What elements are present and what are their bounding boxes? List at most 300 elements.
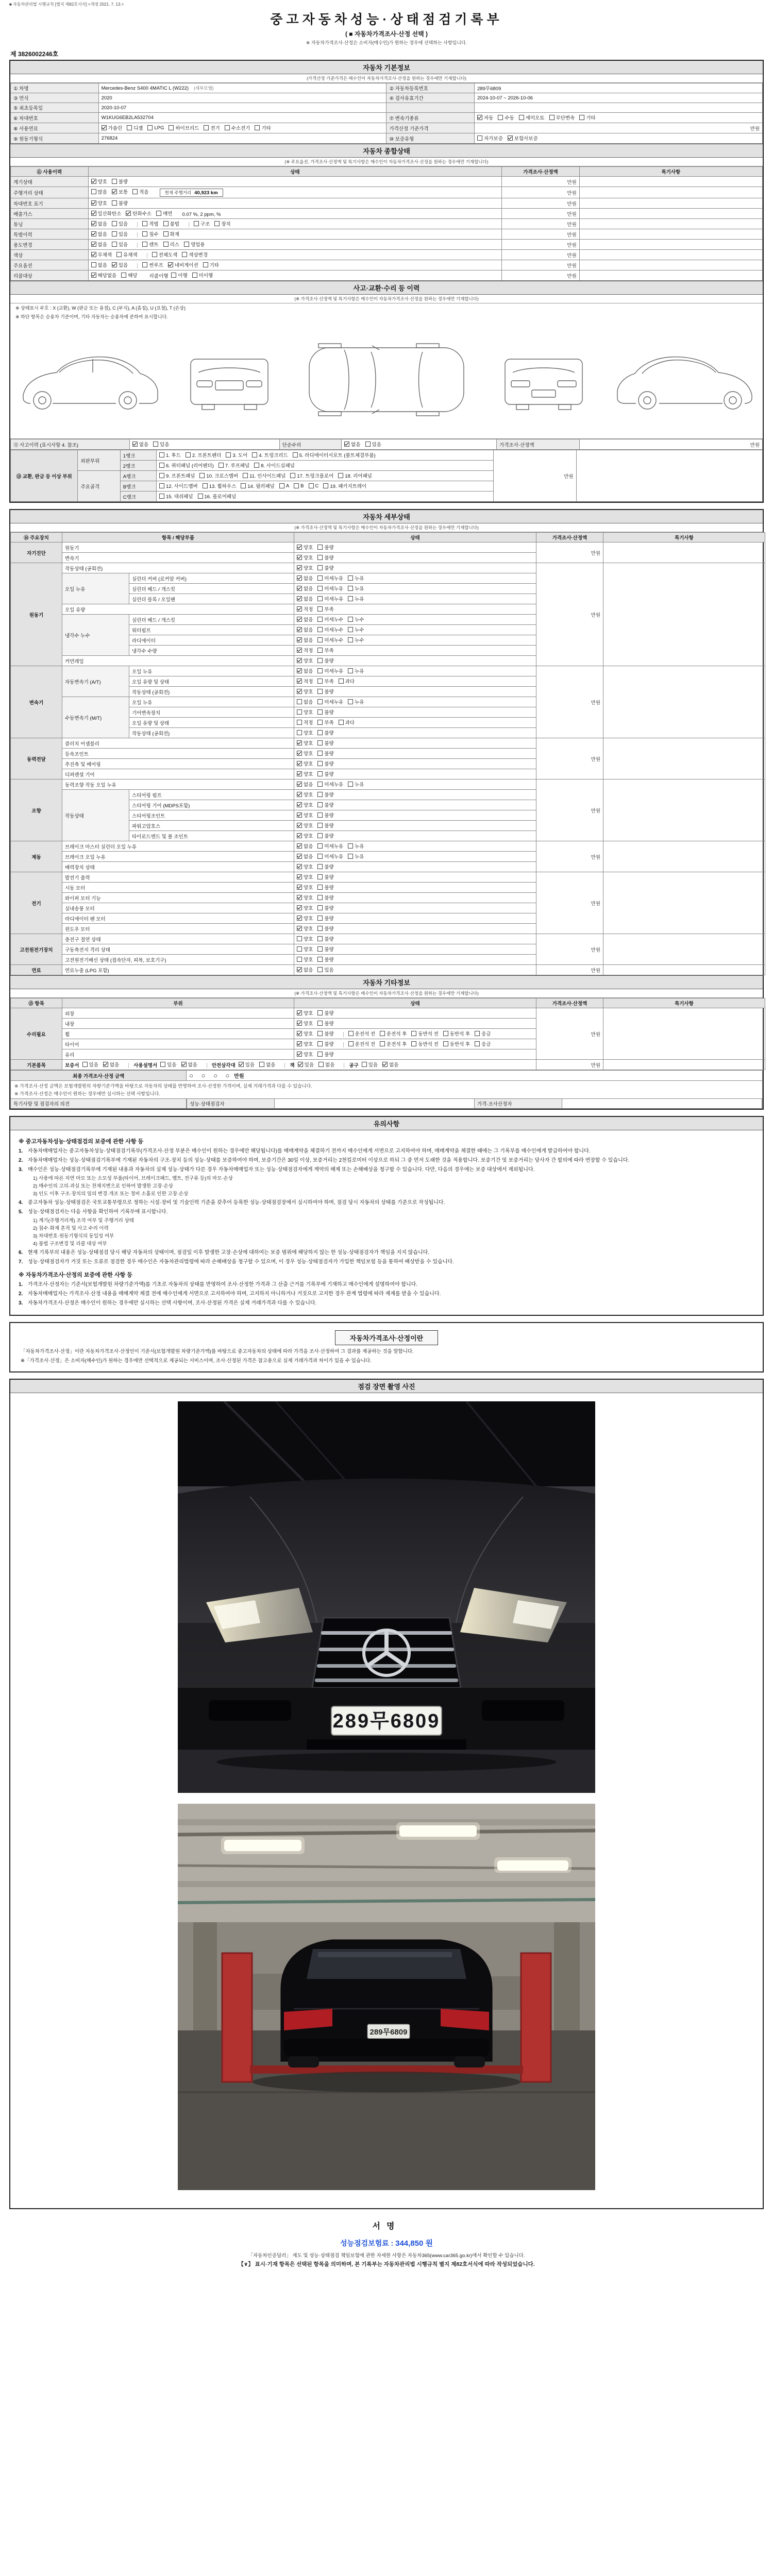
checkbox-unchecked	[309, 483, 314, 488]
value-text: 276824	[101, 135, 118, 141]
status-cell	[88, 198, 502, 209]
checkbox-item	[297, 822, 313, 829]
checkbox-label: 불량	[324, 803, 334, 808]
checkbox-label: 14. 필러패널	[247, 484, 275, 489]
checkbox-unchecked	[160, 1062, 165, 1067]
field-label: ① 차명	[11, 83, 99, 93]
status-cell	[88, 270, 502, 281]
part-name: 와이퍼 모터 기능	[62, 893, 294, 903]
group-label: 동력전달	[11, 738, 62, 779]
group-label: 연료	[11, 965, 62, 975]
checkbox-unchecked	[317, 895, 323, 900]
checkbox-checked	[297, 668, 302, 673]
part-name: 커먼레일	[62, 656, 294, 666]
checkbox-unchecked	[339, 679, 344, 684]
checkbox-item	[297, 904, 313, 911]
checkbox-unchecked	[317, 936, 323, 941]
row-label: 색상	[11, 250, 89, 260]
checkbox-unchecked	[153, 442, 158, 447]
notice-subitem: 3) 차대번호·원동기형식의 동일성 여부	[33, 1233, 114, 1239]
field-value	[475, 113, 763, 123]
status-cell	[294, 779, 536, 790]
checkbox-unchecked	[317, 596, 323, 601]
checkbox-label: 불량	[324, 906, 334, 911]
divider	[137, 263, 138, 268]
value-text: 2024-10-07 ~ 2026-10-06	[477, 95, 533, 101]
status-cell	[156, 492, 493, 502]
checkbox-item	[204, 124, 220, 131]
table-row	[11, 1008, 765, 1019]
part-name: 실린더 헤드 / 개스킷	[129, 584, 294, 594]
checkbox-label: 없음	[97, 263, 107, 268]
checkbox-item	[297, 605, 313, 613]
checkbox-unchecked	[475, 1031, 480, 1036]
checkbox-item	[163, 230, 179, 238]
checkbox-label: 침수	[149, 232, 159, 238]
checkbox-item	[317, 564, 333, 571]
checkbox-item	[317, 688, 333, 695]
checkbox-item	[290, 472, 333, 479]
checkbox-label: 없음	[304, 586, 313, 592]
checkbox-item	[168, 261, 198, 268]
checkbox-item	[112, 220, 128, 227]
row-label: 주요옵션	[11, 260, 89, 270]
part-name: 변속기	[62, 553, 294, 563]
checkbox-item	[159, 493, 193, 500]
checkbox-label: 8. 사이드실패널	[261, 463, 295, 469]
checkbox-unchecked	[348, 782, 353, 787]
divider	[137, 232, 138, 238]
checkbox-item	[192, 272, 213, 279]
sub-group-label: 작동상태	[62, 790, 129, 841]
checkbox-label: 양호	[304, 1031, 313, 1037]
final-note-line: ※ 가격조사·산정 금액은 보험개발원의 차량기준가액을 바탕으로 자동차의 상태를 반영하여 조사·산정한 가격이며, 실제 거래가격과 다를 수 있습니다.	[14, 1083, 312, 1089]
checkbox-unchecked	[380, 1041, 385, 1046]
checkbox-checked	[297, 751, 302, 756]
checkbox-label: 없음	[266, 1062, 276, 1068]
checkbox-unchecked	[204, 125, 209, 130]
checkbox-item	[297, 688, 313, 695]
checkbox-unchecked	[317, 854, 323, 859]
status-cell	[294, 1029, 536, 1039]
checkbox-label: 무채색	[97, 252, 112, 258]
checkbox-unchecked	[297, 730, 302, 735]
odometer-label: 현재 주행거리	[164, 190, 192, 195]
insurance-fee-label: 성능점검보험료 :	[340, 2239, 394, 2247]
tail-label: 리콜이행	[149, 274, 169, 279]
column-header: 항목 / 해당부품	[62, 533, 294, 543]
checkbox-label: 동반석 전	[418, 1042, 439, 1047]
checkbox-unchecked	[121, 273, 126, 278]
part-name: 작동상태 (공회전)	[129, 728, 294, 738]
status-cell	[129, 439, 279, 450]
checkbox-label: 있음	[304, 1062, 314, 1068]
checkbox-label: 불량	[324, 658, 334, 664]
checkbox-unchecked	[317, 1021, 323, 1026]
row-label: 주행거리 상태	[11, 187, 89, 198]
checkbox-unchecked	[339, 720, 344, 725]
checkbox-unchecked	[91, 189, 96, 194]
checkbox-unchecked	[317, 545, 323, 550]
checkbox-label: 전체도색	[158, 252, 178, 258]
checkbox-label: 영업용	[190, 242, 205, 248]
checkbox-unchecked	[317, 967, 323, 972]
table-row	[11, 533, 765, 543]
checkbox-item	[226, 451, 247, 459]
checkbox-checked	[297, 843, 302, 849]
checkbox-unchecked	[259, 1062, 264, 1067]
checkbox-item	[317, 853, 343, 860]
section-note-overall: (※ 주요옵션, 가격조사·산정액 및 특기사항은 매수인이 자동차가격조사·산정을 원하는 경우에만 기재합니다)	[10, 158, 763, 166]
checkbox-checked	[297, 575, 302, 581]
status-cell	[88, 260, 502, 270]
checkbox-checked	[181, 1062, 187, 1067]
checkbox-item	[91, 210, 122, 217]
checkbox-item	[317, 667, 343, 674]
status-cell	[156, 461, 493, 471]
checkbox-item	[339, 719, 355, 726]
checkbox-checked	[297, 586, 302, 591]
part-name: 스티어링 펌프	[129, 790, 294, 800]
checkbox-unchecked	[142, 242, 147, 247]
checkbox-label: 양호	[304, 1042, 313, 1047]
part-name: 라디에이터 팬 모터	[62, 913, 294, 924]
checkbox-unchecked	[112, 179, 117, 184]
table-row	[11, 439, 763, 450]
checkbox-unchecked	[317, 823, 323, 828]
checkbox-checked	[297, 1041, 302, 1046]
checkbox-unchecked	[294, 483, 299, 488]
checkbox-unchecked	[297, 936, 302, 941]
remark-cell	[579, 229, 762, 240]
column-header: 가격조사·산정액	[502, 167, 580, 177]
rank-label: C랭크	[120, 492, 156, 502]
notice-item	[19, 1281, 754, 1289]
part-name: 디퍼렌셜 기어	[62, 769, 294, 779]
checkbox-label: 부족	[324, 648, 334, 654]
data-table	[10, 1070, 763, 1109]
checkbox-label: 부족	[324, 720, 334, 726]
remark-cell	[579, 270, 762, 281]
checkbox-item	[339, 677, 355, 685]
notice-text: 중고자동차 성능·상태점검은 국토교통부령으로 정하는 시설·장비 및 기술인력 기준을 갖추어 등록한 성능·상태점검장에서 실시하여야 하며, 점검 당시 자동차의 상태를 기준으로 작성됩니다.	[28, 1200, 445, 1206]
value-text: 2020-10-07	[101, 105, 127, 111]
status-cell	[294, 893, 536, 903]
checkbox-label: 응급	[481, 1031, 491, 1037]
checkbox-item	[203, 482, 237, 489]
accident-diagram	[10, 323, 765, 434]
column-header: 특기사항	[603, 533, 765, 543]
checkbox-unchecked	[318, 1062, 324, 1067]
section-note-basic: (가격산정 기준가격은 매수인이 자동차가격조사·산정을 원하는 경우에만 기재합니다)	[10, 74, 763, 83]
checkbox-label: 불량	[324, 823, 334, 829]
checkbox-unchecked	[317, 885, 323, 890]
checkbox-label: 미이행	[198, 273, 213, 279]
checkbox-unchecked	[579, 115, 584, 120]
column-header: ⑭ 주요장치	[11, 533, 62, 543]
checkbox-label: A	[285, 483, 290, 489]
status-cell	[294, 821, 536, 831]
checkbox-label: 2. 프론트펜더	[192, 453, 222, 459]
checkbox-item	[243, 472, 285, 479]
checkbox-checked	[297, 1021, 302, 1026]
checkbox-item	[91, 188, 107, 195]
checkbox-checked	[297, 792, 302, 797]
checkbox-unchecked	[317, 751, 323, 756]
price-cell: 만원	[502, 177, 580, 187]
notice-item	[19, 1290, 754, 1298]
notice-item	[19, 1147, 754, 1155]
checkbox-label: 무단변속	[556, 115, 575, 121]
group-label: 자기진단	[11, 543, 62, 563]
table-row	[11, 1060, 765, 1070]
checkbox-label: 없음	[304, 669, 313, 674]
checkbox-item	[91, 199, 107, 207]
checkbox-unchecked	[317, 668, 323, 673]
checkbox-unchecked	[317, 617, 323, 622]
checkbox-unchecked	[186, 452, 191, 457]
notice-item	[19, 1199, 754, 1207]
checkbox-unchecked	[348, 575, 353, 581]
footer-line: 【∨】 표시·기재 항목은 선택된 항목을 의미하며, 본 기록부는 자동차관리법 시행규칙 별지 제82호서식에 따라 작성되었습니다.	[238, 2261, 535, 2267]
checkbox-unchecked	[317, 905, 323, 910]
checkbox-checked	[297, 617, 302, 622]
checkbox-unchecked	[443, 1041, 448, 1046]
status-cell	[294, 687, 536, 697]
status-cell	[294, 913, 536, 924]
checkbox-label: 양호	[304, 895, 313, 901]
status-cell	[156, 481, 493, 492]
field-value	[475, 133, 763, 144]
row-label: 튜닝	[11, 219, 89, 229]
checkbox-label: 이행	[178, 273, 188, 279]
checkbox-item	[297, 719, 313, 726]
checkbox-item	[297, 729, 313, 736]
group-label: 주요골격	[78, 471, 120, 502]
checkbox-unchecked	[317, 761, 323, 766]
checkbox-item	[142, 241, 158, 248]
checkbox-label: 운전석 전	[355, 1042, 376, 1047]
checkbox-item	[297, 760, 313, 767]
field-value	[98, 83, 386, 93]
checkbox-item	[297, 1030, 313, 1037]
checkbox-item	[297, 626, 313, 633]
status-cell	[294, 676, 536, 687]
checkbox-checked	[297, 637, 302, 642]
remark-cell	[603, 965, 765, 975]
checkbox-label: 구조	[200, 222, 210, 227]
remark-cell	[579, 187, 762, 198]
checkbox-unchecked	[317, 709, 323, 715]
remark-cell	[603, 779, 765, 841]
checkbox-label: 미세누유	[324, 854, 344, 860]
checkbox-item	[147, 125, 164, 131]
group-label: 수리필요	[11, 1008, 62, 1060]
checkbox-label: 적정	[304, 679, 313, 685]
checkbox-label: 양호	[304, 803, 313, 808]
checkbox-label: 부족	[324, 607, 334, 613]
checkbox-unchecked	[317, 771, 323, 776]
status-cell	[294, 934, 536, 944]
checkbox-item	[199, 472, 238, 479]
checkbox-item	[156, 210, 172, 217]
field-value	[475, 93, 763, 103]
checkbox-item	[297, 863, 313, 870]
part-name: 실린더 커버 (로커암 커버)	[129, 573, 294, 584]
checkbox-label: 불량	[324, 947, 334, 953]
checkbox-label: 불량	[324, 916, 334, 922]
checkbox-checked	[508, 135, 513, 141]
header-note: ※ 자동차가격조사·산정은 소비자(매수인)가 원하는 경우에 선택하는 사항입니다.	[306, 40, 467, 45]
part-name: 타이로드엔드 및 볼 조인트	[129, 831, 294, 841]
status-cell	[294, 666, 536, 676]
checkbox-label: 운전석 후	[386, 1042, 407, 1047]
row-label: ⑫ 사고이력 (표시사항 4. 참조)	[11, 439, 130, 450]
field-label: ⑩ 보증유형	[386, 133, 475, 144]
checkbox-item	[317, 781, 343, 788]
checkbox-item	[348, 667, 364, 674]
checkbox-item	[297, 647, 313, 654]
checkbox-item	[297, 750, 313, 757]
section-note-accident: (※ 가격조사·산정액 및 특기사항은 매수인이 자동차가격조사·산정을 원하는 경우에만 기재합니다)	[10, 295, 763, 303]
status-cell	[88, 250, 502, 260]
checkbox-label: 일산화탄소	[97, 211, 122, 217]
checkbox-unchecked	[142, 262, 147, 267]
checkbox-unchecked	[348, 668, 353, 673]
checkbox-item	[254, 462, 295, 469]
checkbox-item	[317, 791, 333, 798]
checkbox-label: 16. 플로어패널	[204, 494, 237, 500]
checkbox-label: 기타	[586, 115, 596, 121]
checkbox-checked	[297, 864, 302, 869]
table-row	[11, 260, 763, 270]
checkbox-label: 15. 대쉬패널	[165, 494, 193, 500]
checkbox-label: 미세누유	[324, 844, 344, 850]
checkbox-item	[297, 1040, 313, 1047]
table-row	[11, 934, 765, 944]
checkbox-label: 양호	[304, 741, 313, 747]
checkbox-item	[317, 914, 333, 922]
checkbox-item	[169, 124, 199, 131]
checkbox-unchecked	[380, 1031, 385, 1036]
checkbox-item	[198, 493, 237, 500]
status-cell	[294, 697, 536, 707]
checkbox-label: 양호	[97, 179, 107, 185]
checkbox-unchecked	[317, 689, 323, 694]
checkbox-label: 양호	[304, 710, 313, 716]
checkbox-item	[239, 1061, 255, 1068]
table-row	[11, 187, 763, 198]
checkbox-item	[317, 863, 333, 870]
ceiling-light	[224, 1840, 301, 1851]
checkbox-item	[382, 1061, 398, 1068]
checkbox-unchecked	[317, 1041, 323, 1046]
checkbox-unchecked	[317, 627, 323, 632]
checkbox-label: 없음	[304, 628, 313, 633]
checkbox-unchecked	[182, 252, 187, 257]
checkbox-label: 불량	[324, 761, 334, 767]
checkbox-unchecked	[255, 125, 260, 130]
column-header: 가격조사·산정액	[536, 533, 603, 543]
part-name: 추진축 및 베어링	[62, 759, 294, 769]
checkbox-label: 유채색	[123, 252, 138, 258]
checkbox-label: 누유	[355, 700, 364, 705]
checkbox-unchecked	[317, 1010, 323, 1015]
checkbox-label: 양호	[304, 813, 313, 819]
notice-number: 3.	[19, 1167, 23, 1173]
checkbox-item	[159, 482, 198, 489]
checkbox-item	[317, 770, 333, 777]
checkbox-label: 세미오토	[525, 115, 545, 121]
checkbox-label: 없음	[97, 232, 107, 238]
checkbox-checked	[477, 115, 482, 120]
checkbox-label: 없음	[304, 597, 313, 602]
checkbox-item	[279, 483, 289, 489]
part-name: 라디에이터	[129, 635, 294, 646]
price-cell: 만원	[502, 198, 580, 209]
checkbox-label: 양호	[304, 1021, 313, 1027]
checkbox-unchecked	[293, 452, 298, 457]
checkbox-unchecked	[348, 1041, 354, 1046]
checkbox-checked	[297, 596, 302, 601]
checkbox-label: C	[315, 483, 319, 489]
row-label: 특별이력	[11, 229, 89, 240]
checkbox-item	[186, 451, 221, 459]
part-name: 스티어링 기어 (MDPS포함)	[129, 800, 294, 810]
checkbox-item	[91, 241, 107, 248]
exchange-rank-table	[10, 450, 763, 502]
status-cell	[294, 656, 536, 666]
field-label: ⑧ 사용연료	[11, 123, 99, 133]
checkbox-label: 불량	[324, 741, 334, 747]
checkbox-item	[112, 261, 128, 268]
checkbox-label: 미세누유	[324, 597, 344, 602]
section-box-basic-overall-accident	[9, 60, 764, 503]
table-row	[11, 998, 765, 1008]
part-name: 브레이크 마스터 실린더 오일 누유	[62, 841, 294, 852]
checkbox-label: 불량	[324, 1021, 334, 1027]
checkbox-label: 7. 루프패널	[225, 463, 250, 469]
checkbox-label: 양호	[304, 566, 313, 571]
ceiling-light	[399, 1825, 477, 1837]
checkbox-unchecked	[549, 115, 554, 120]
group-label: 고전원전기장치	[11, 934, 62, 965]
checkbox-label: 자가보증	[484, 136, 503, 142]
checkbox-item	[365, 440, 381, 448]
table-row	[11, 543, 765, 553]
checkbox-label: 색상변경	[189, 252, 208, 258]
checkbox-item	[317, 616, 343, 623]
checkbox-item	[214, 220, 230, 227]
part-name: 고전원전기배선 상태 (접속단자, 피복, 보호기구)	[62, 955, 294, 965]
notices-body	[10, 1130, 763, 1315]
checkbox-unchecked	[159, 452, 164, 457]
checkbox-label: 양호	[304, 751, 313, 757]
checkbox-item	[317, 739, 333, 747]
table-row	[11, 450, 763, 461]
price-cell: 만원	[536, 872, 603, 934]
checkbox-label: 양호	[97, 201, 107, 207]
price-cell: 만원	[536, 543, 603, 563]
checkbox-item	[317, 1040, 333, 1047]
checkbox-item	[508, 134, 538, 142]
checkbox-unchecked	[203, 483, 208, 488]
checkbox-item	[519, 114, 545, 121]
status-cell	[294, 749, 536, 759]
checkbox-label: 있음	[372, 442, 381, 448]
checkbox-unchecked	[317, 637, 323, 642]
part-name: 보증서	[65, 1063, 79, 1069]
